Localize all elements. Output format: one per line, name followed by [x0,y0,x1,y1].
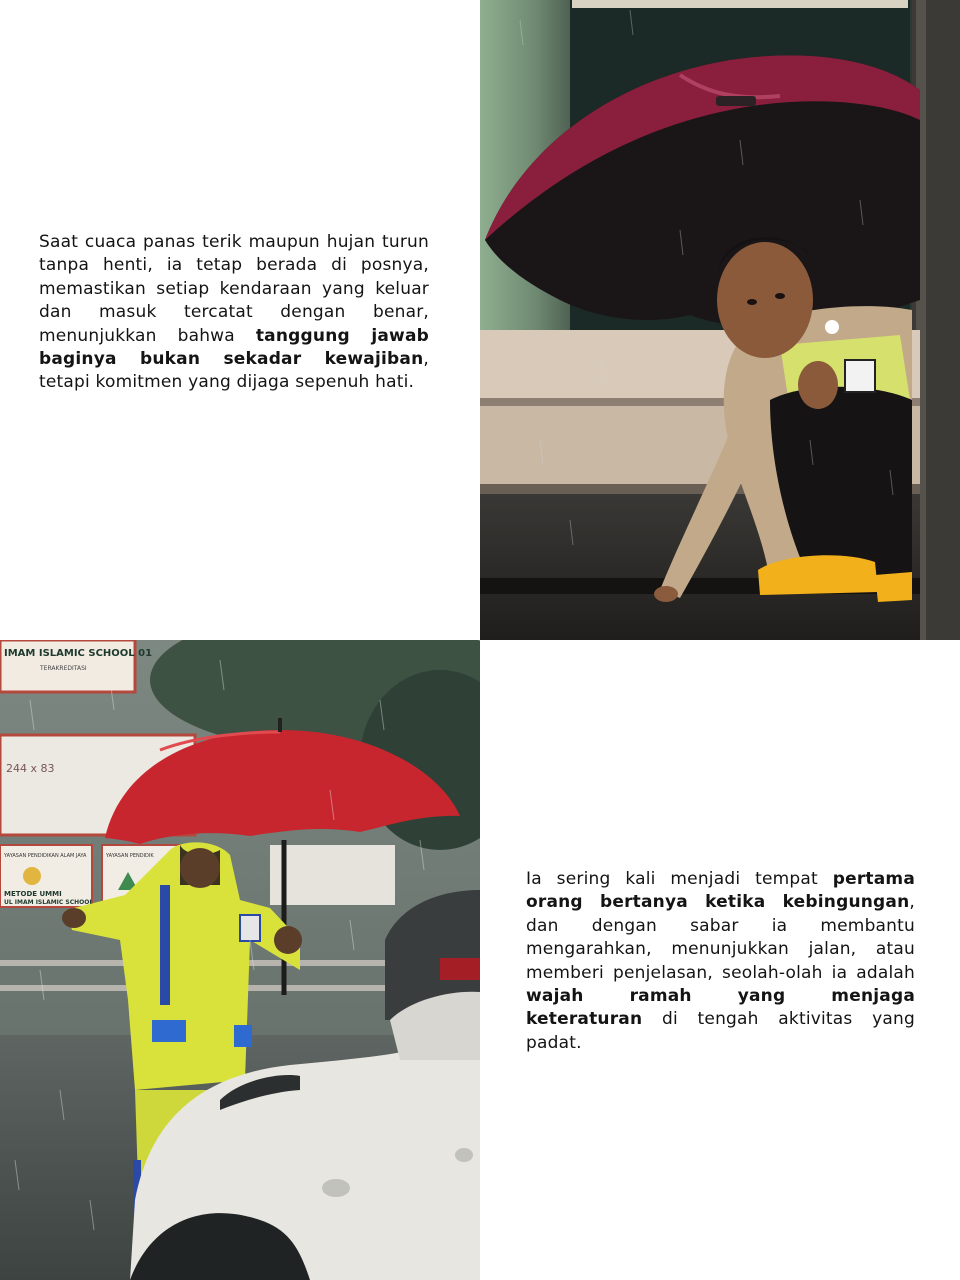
photo-guard-umbrella-image [480,0,960,640]
paragraph-2-text-2: , dan dengan sabar ia membantu mengarahkan, menunjukkan jalan, atau memberi penjelasan, seolah-olah ia adalah [526,892,915,983]
paragraph-1 [39,231,429,395]
text-panel-bottom [480,640,960,1280]
paragraph-1-text-2: , tetapi komitmen yang dijaga sepenuh hati. [39,349,429,393]
paragraph-2-text-3: di tengah aktivitas yang padat. [526,1009,915,1053]
photo-guard-umbrella [480,0,960,640]
sign-mid-text: YAYASAN PENDIDIK [106,853,154,859]
sign-left-line-3: UL IMAM ISLAMIC SCHOOL [4,899,94,906]
sign-left-line-2: METODE UMMI [4,890,62,898]
sign-top-sub-text: TERAKREDITASI [40,665,87,672]
text-panel-top [0,0,480,640]
photo-officer-red-umbrella [0,640,480,1280]
paragraph-2-bold-2: wajah ramah yang menjaga keteraturan [526,986,915,1030]
sign-left-line-1: YAYASAN PENDIDIKAN ALAM JAYA [4,853,87,859]
paragraph-1-text-1: Saat cuaca panas terik maupun hujan turun tanpa henti, ia tetap berada di posnya, memastikan setiap kendaraan yang keluar dan masuk tercatat dengan benar, menunjukkan bahwa [39,232,429,346]
paragraph-2-bold-1: pertama orang bertanya ketika kebingungan [526,869,915,913]
paragraph-2-text-1: Ia sering kali menjadi tempat [526,869,833,889]
paragraph-1-bold-1: tanggung jawab baginya bukan sekadar kewajiban [39,325,429,370]
board-number-text: 244 x 83 [6,762,55,775]
sign-top-text: IMAM ISLAMIC SCHOOL 01 [4,648,153,659]
paragraph-2 [526,868,915,1055]
photo-officer-red-umbrella-image [0,640,480,1280]
